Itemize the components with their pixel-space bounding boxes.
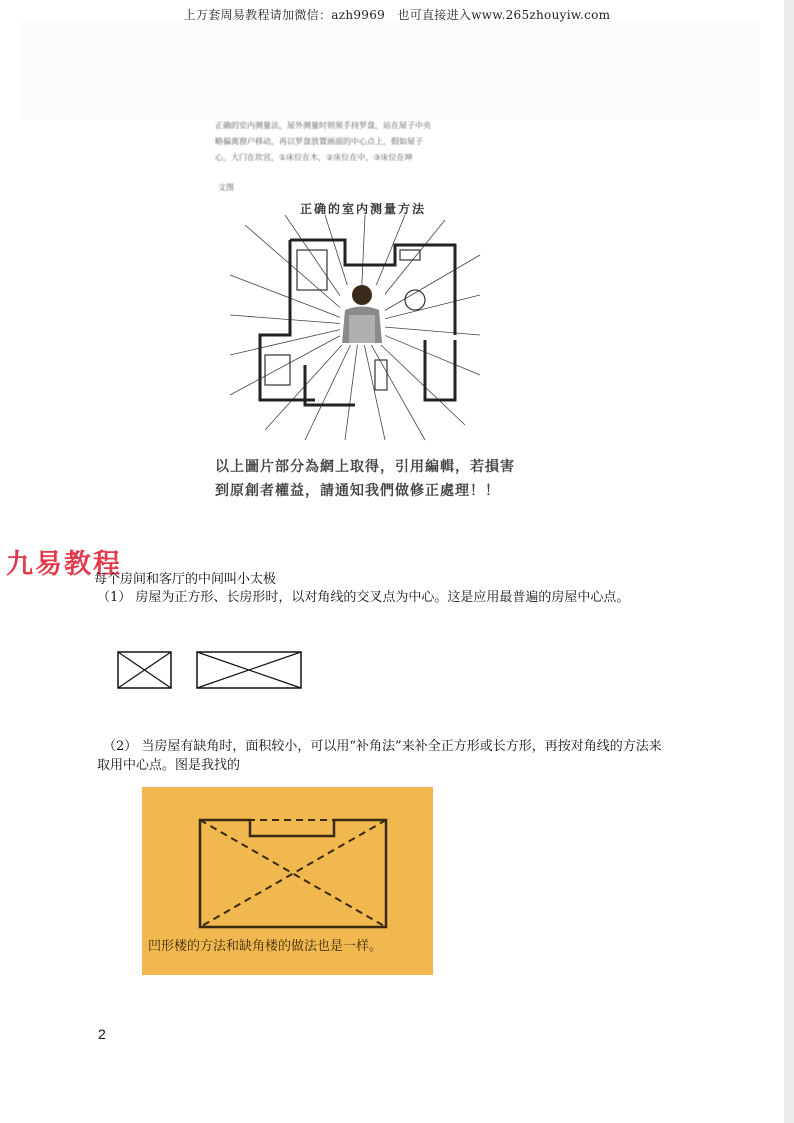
- scan-intro-line-2: 略偏离窗户移动，再以罗盘放置画面的中心点上，假如屋子: [215, 137, 423, 146]
- disclaimer: 以上圖片部分為網上取得，引用編輯，若損害到原創者權益，請通知我們做修正處理！！: [215, 459, 515, 499]
- orange-figure-caption: 凹形楼的方法和缺角楼的做法也是一样。: [148, 939, 383, 954]
- square-diagonals-figure: [117, 651, 172, 689]
- room-measure-diagram: [225, 215, 485, 445]
- scan-intro-line-3: 心，大门在坎宫，①床位在木，②床位在中，③床位在坤: [215, 153, 413, 162]
- text-line-3: （2） 当房屋有缺角时，面积较小，可以用“补角法”来补全正方形或长方形，再按对角线的方法来: [103, 739, 662, 754]
- scan-section-label: 文图: [218, 183, 234, 192]
- diagram-title: 正确的室内测量方法: [300, 202, 427, 216]
- rectangle-diagonals-figure: [196, 651, 302, 689]
- page-number: 2: [98, 1026, 106, 1042]
- scan-shade-right: [784, 0, 794, 1123]
- brand-logo: 九易教程: [6, 549, 122, 580]
- scan-intro-line-1: 正确的室内测量法，屋外测量时则须手持罗盘，站在屋子中央: [215, 121, 431, 130]
- text-line-4: 取用中心点。图是我找的: [97, 758, 241, 773]
- scan-shade-top: [20, 20, 760, 120]
- top-banner: 上万套周易教程请加微信：azh9969 也可直接进入www.265zhouyiw.com: [183, 8, 611, 22]
- text-line-2: （1） 房屋为正方形、长房形时，以对角线的交叉点为中心。这是应用最普遍的房屋中心点。: [97, 590, 630, 605]
- text-line-1: 每个房间和客厅的中间叫小太极: [94, 572, 277, 587]
